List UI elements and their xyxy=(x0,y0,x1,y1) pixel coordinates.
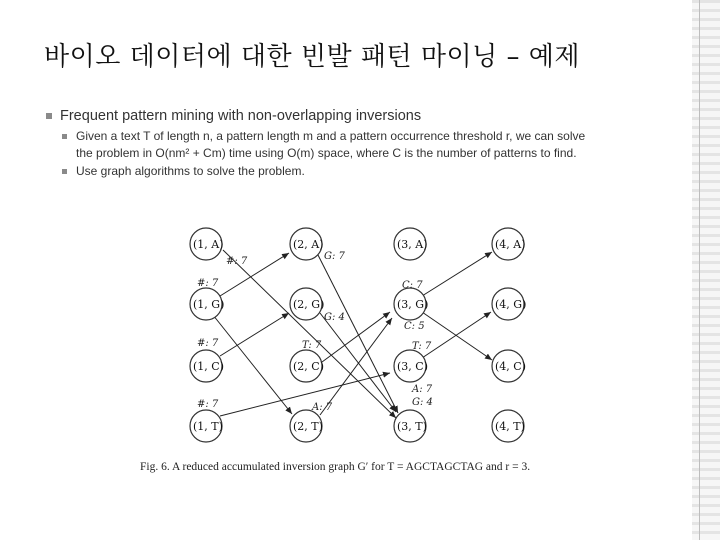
edge-label-11: T: 7 xyxy=(412,341,432,352)
node-4T xyxy=(492,410,525,442)
edge-label-2: G: 7 xyxy=(324,251,345,262)
svg-text:(2, T): (2, T) xyxy=(293,420,323,433)
sub-bullet-1-line-1: Given a text T of length n, a pattern length m and a pattern occurrence threshold r, we can solve xyxy=(76,129,586,143)
node-1A xyxy=(190,228,224,260)
figure-caption: Fig. 6. A reduced accumulated inversion graph G′ for T = AGCTAGCTAG and r = 3. xyxy=(140,461,531,473)
edge-label-13: G: 4 xyxy=(412,397,433,408)
svg-text:(4, G): (4, G) xyxy=(495,298,527,311)
edge-label-5: #: 7 xyxy=(197,338,219,349)
svg-text:(4, A): (4, A) xyxy=(495,238,526,251)
edge-1G-2T xyxy=(213,315,292,414)
sub-bullet-1-line-2: the problem in O(nm² + Cm) time using O(m) space, where C is the number of patterns to find. xyxy=(76,146,577,160)
svg-text:(3, C): (3, C) xyxy=(397,360,428,373)
node-1T xyxy=(190,410,223,442)
edge-label-8: A: 7 xyxy=(312,402,333,413)
main-bullet: Frequent pattern mining with non-overlapping inversions xyxy=(46,106,686,126)
slide-title: 바이오 데이터에 대한 빈발 패턴 마이닝 – 예제 xyxy=(44,42,580,72)
svg-text:(3, T): (3, T) xyxy=(397,420,427,433)
edge-3G-4A xyxy=(422,252,492,296)
edge-2T-3G xyxy=(320,318,392,415)
edge-1A-3T xyxy=(223,250,396,418)
svg-text:(2, C): (2, C) xyxy=(293,360,324,373)
edge-label-10: C: 5 xyxy=(404,321,425,332)
edge-labels xyxy=(197,251,433,413)
node-2C xyxy=(290,350,324,382)
svg-text:(1, T): (1, T) xyxy=(193,420,223,433)
node-1G xyxy=(190,288,224,320)
node-4A xyxy=(492,228,526,260)
edge-label-12: A: 7 xyxy=(412,384,433,395)
node-3C xyxy=(394,350,428,382)
svg-text:(3, A): (3, A) xyxy=(397,238,428,251)
sub-bullet-2: Use graph algorithms to solve the problem. xyxy=(46,163,686,180)
edge-1C-2G xyxy=(220,313,289,356)
node-3A xyxy=(394,228,428,260)
edge-label-7: #: 7 xyxy=(197,399,219,410)
edge-2A-3T xyxy=(318,255,398,413)
svg-text:(4, C): (4, C) xyxy=(495,360,526,373)
edge-label-3: #: 7 xyxy=(197,278,219,289)
node-3G xyxy=(394,288,428,320)
svg-text:(1, C): (1, C) xyxy=(193,360,224,373)
edge-3G-4C xyxy=(422,312,492,360)
node-2G xyxy=(290,288,324,320)
edge-label-4: G: 4 xyxy=(324,312,345,323)
edge-label-9: C: 7 xyxy=(402,280,423,291)
graph-edges xyxy=(213,250,492,418)
svg-text:(2, G): (2, G) xyxy=(293,298,325,311)
svg-text:(1, G): (1, G) xyxy=(193,298,225,311)
node-1C xyxy=(190,350,224,382)
svg-text:(2, A): (2, A) xyxy=(293,238,324,251)
svg-text:(4, T): (4, T) xyxy=(495,420,525,433)
node-3T xyxy=(394,410,427,442)
node-4G xyxy=(492,288,526,320)
node-4C xyxy=(492,350,526,382)
edge-label-6: T: 7 xyxy=(302,340,322,351)
svg-text:(3, G): (3, G) xyxy=(397,298,429,311)
node-2T xyxy=(290,410,323,442)
edge-label-1: #: 7 xyxy=(226,256,248,267)
svg-text:(1, A): (1, A) xyxy=(193,238,224,251)
